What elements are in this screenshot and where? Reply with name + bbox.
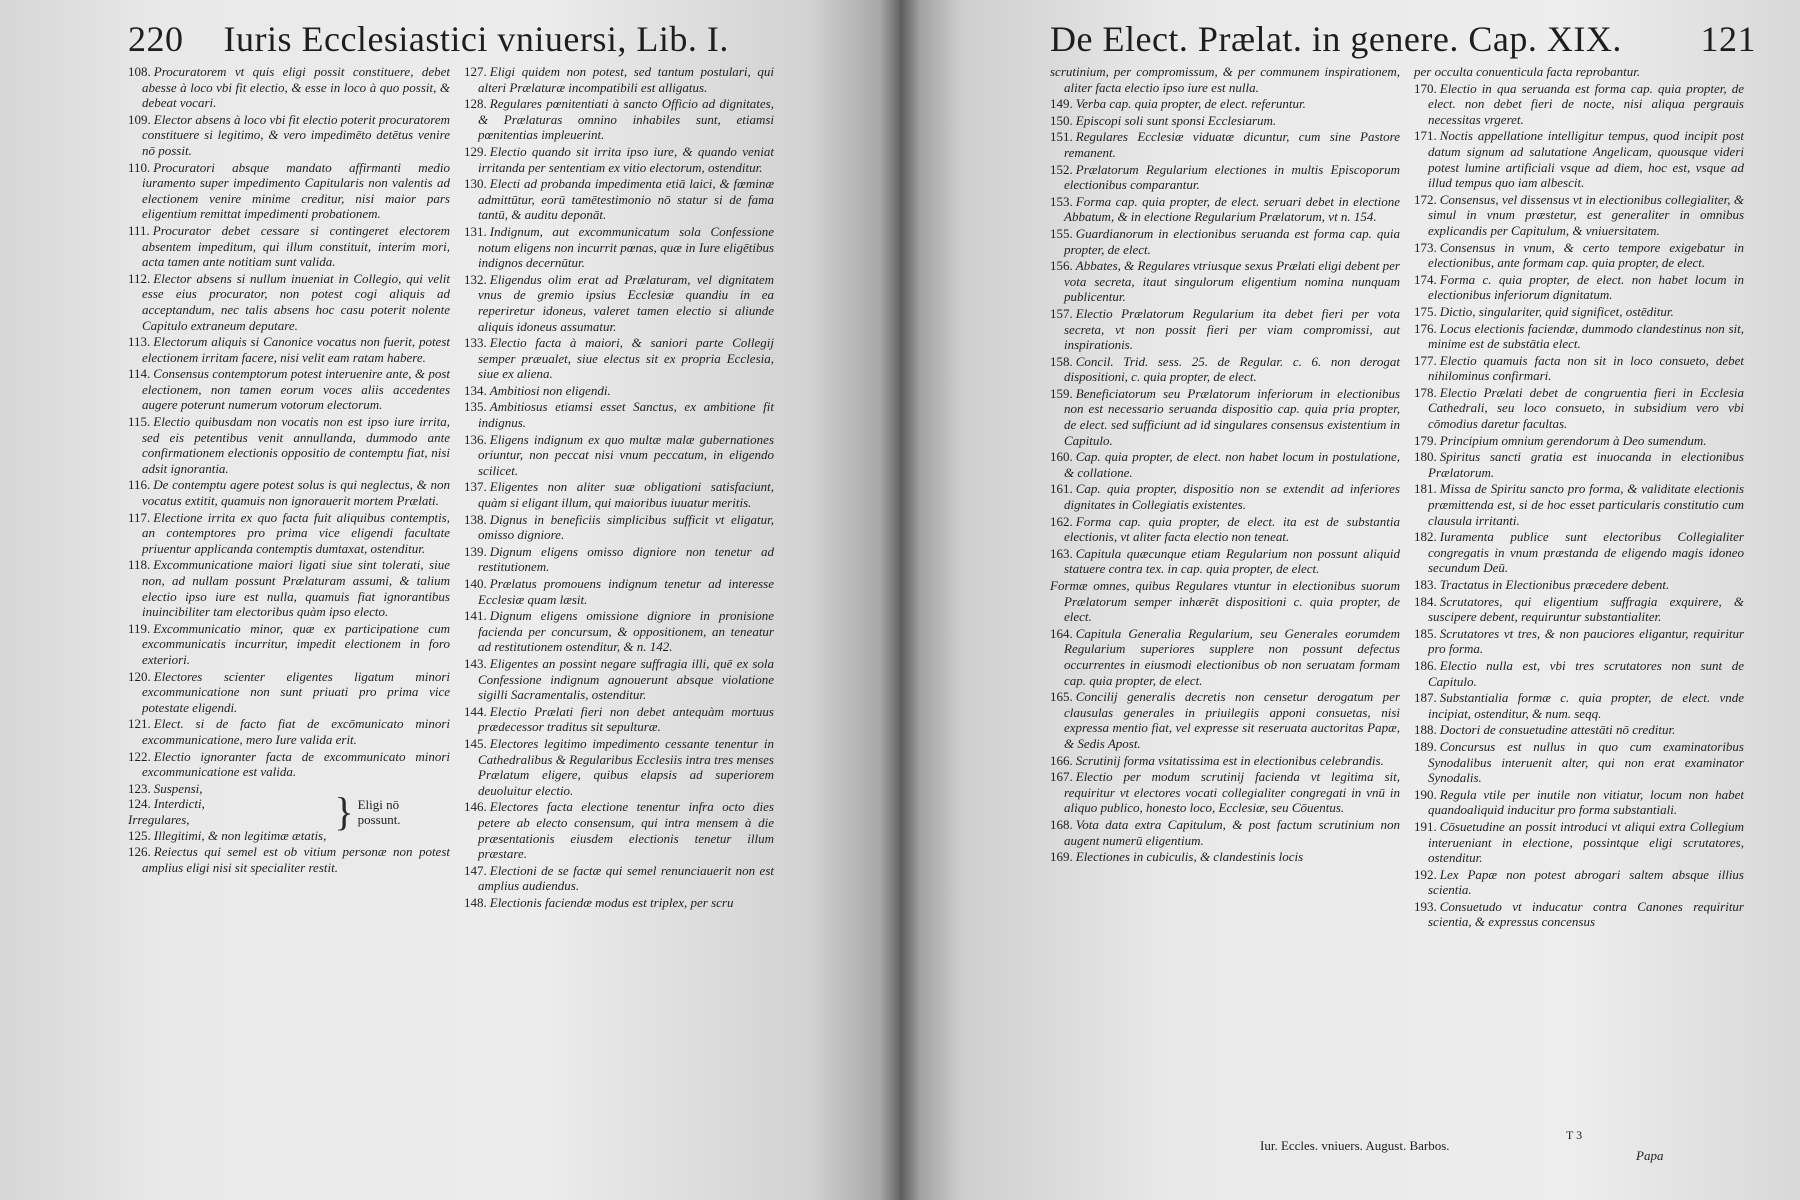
index-entry	[128, 414, 450, 476]
index-entry	[1414, 690, 1744, 721]
index-entry	[464, 96, 774, 143]
left-page-number: 220	[128, 19, 184, 59]
index-entry	[464, 224, 774, 271]
entry-number: 174.	[1414, 271, 1437, 287]
entry-number: 140.	[464, 576, 487, 591]
entry-number: 110.	[128, 159, 151, 175]
index-entry	[1414, 449, 1744, 480]
entry-text: Electorum aliquis si Canonice vocatus non fuerit, potest electionem irritam facere, nisi velit eam ratam habere.	[142, 334, 450, 365]
entry-number: 150.	[1050, 112, 1073, 128]
left-running-head	[128, 18, 768, 68]
entry-text: Indignum, aut excommunicatum sola Confessione notum eligens non incurrit pœnas, quæ in Iure eligētibus indignos decernūtur.	[478, 223, 774, 271]
index-entry	[1050, 769, 1400, 816]
index-entry	[1414, 867, 1744, 898]
entry-number: 111.	[128, 222, 150, 238]
index-entry	[1050, 386, 1400, 448]
entry-number: 184.	[1414, 593, 1437, 609]
index-entry	[128, 477, 450, 508]
entry-text: Vota data extra Capitulum, & post factum scrutinium non augent numerū eligentium.	[1064, 816, 1400, 848]
entry-text: Episcopi soli sunt sponsi Ecclesiarum.	[1075, 112, 1277, 128]
entry-number: 158.	[1050, 353, 1073, 369]
index-entry	[128, 160, 450, 222]
entry-text: Missa de Spiritu sancto pro forma, & validitate electionis præmittenda est, si de hoc esset particularis constitutio cum clausula irritanti.	[1428, 481, 1744, 528]
index-entry	[128, 669, 450, 716]
entry-number: 117.	[128, 509, 151, 525]
index-entry	[1050, 96, 1400, 112]
entry-text: Locus electionis faciendæ, dummodo clandestinus non sit, minime est de substātia elect.	[1428, 320, 1744, 352]
entry-number: 160.	[1050, 449, 1073, 465]
index-entry	[128, 557, 450, 619]
entry-number: 185.	[1414, 625, 1437, 641]
index-entry	[1414, 481, 1744, 528]
entry-text: Consensus, vel dissensus vt in electionibus collegialiter, & simul in vnum præstetur, est generaliter in omnibus explicandis per Capitulum, & vniuersitatem.	[1428, 191, 1744, 238]
index-entry	[128, 716, 450, 747]
index-entry	[1414, 321, 1744, 352]
entry-text: Noctis appellatione intelligitur tempus, quod incipit post datum signum ad salutatione Angelicam, quousque videri potest lumine artificiali vsque ad diem, hoc est, vsque ad illud tempus quo iam albescit.	[1428, 128, 1744, 191]
index-entry	[128, 781, 326, 797]
entry-number: 127.	[464, 64, 487, 79]
entry-number: 190.	[1414, 786, 1437, 802]
entry-number: 175.	[1414, 303, 1437, 319]
entry-number: 192.	[1414, 866, 1437, 882]
index-entry	[1414, 819, 1744, 866]
index-entry	[464, 272, 774, 334]
entry-text: Electio in qua seruanda est forma cap. quia propter, de elect. non debet fieri de nocte, nisi aliqua pergrauis necessitas vrgeret.	[1428, 80, 1744, 127]
entry-number: 118.	[128, 557, 151, 573]
entry-text: Beneficiatorum seu Prælatorum inferiorum in electionibus non est necessario seruanda dispositio cap. quia pria propter, de elect. sed sufficiunt ad id singulares consensus existentium in Capitulo.	[1064, 385, 1400, 448]
entry-number: 181.	[1414, 481, 1437, 497]
index-entry	[464, 576, 774, 607]
entry-number: 144.	[464, 703, 487, 719]
entry-text: Interdicti,	[153, 796, 205, 812]
index-entry	[1414, 272, 1744, 303]
index-entry	[1050, 578, 1400, 625]
entry-text: Electio Prælatorum Regularium ita debet fieri per vota secreta, vt non possit fieri per viam compromissi, aut inspirationis.	[1064, 305, 1400, 353]
entry-number: 147.	[464, 862, 487, 878]
entry-text: Elector absens si nullum inueniat in Collegio, qui velit esse eius procurator, non potest cogi aliquis ad acceptandum, nec talis absens hoc casu poterit nolente Capitulo extraneum deputare.	[142, 270, 450, 333]
entry-text: Consensus contemptorum potest interuenire ante, & post electionem, non tamen eorum voces aliis accedentes augere poterunt numerum votorum electorum.	[142, 366, 450, 413]
right-column-1	[1050, 64, 1414, 931]
entry-number: 130.	[464, 176, 487, 192]
brace-note: Eligi nō possunt.	[357, 796, 401, 827]
right-page-number: 121	[1700, 19, 1756, 59]
entry-number: 148.	[464, 894, 487, 910]
entry-text: Illegitimi, & non legitimæ ætatis,	[153, 827, 327, 843]
entry-text: Cap. quia propter, de elect. non habet locum in postulatione, & collatione.	[1064, 449, 1400, 480]
entry-number: 159.	[1050, 385, 1073, 401]
entry-number: 186.	[1414, 657, 1437, 673]
entry-number: 129.	[464, 143, 487, 159]
entry-number: 162.	[1050, 513, 1073, 529]
index-entry	[1050, 481, 1400, 512]
entry-text: Electionis faciendæ modus est triplex, per scru	[489, 894, 734, 910]
index-entry	[1050, 449, 1400, 480]
entry-text: Formæ omnes, quibus Regulares vtuntur in electionibus suorum Prælatorum semper inhærēt dispositioni c. quia propter, de elect.	[1050, 578, 1400, 625]
index-entry	[1414, 899, 1744, 930]
entry-text: Prælatorum Regularium electiones in multis Episcoporum electionibus comparantur.	[1064, 161, 1400, 193]
entry-number: 120.	[128, 668, 151, 684]
entry-number: 170.	[1414, 80, 1437, 96]
entry-text: Eligi quidem non potest, sed tantum postulari, qui alteri Prælaturæ incompatibili est alligatus.	[478, 64, 774, 95]
entry-text: Electores legitimo impedimento cessante tenentur in Cathedralibus & Regularibus Ecclesiis intra tres menses Prælatum eligere, quibus elapsis ad superiorem deuoluitur electio.	[478, 735, 774, 798]
entry-text: Ambitiosus etiamsi esset Sanctus, ex ambitione fit indignus.	[478, 399, 774, 431]
entry-text: Capitula quæcunque etiam Regularium non possunt aliquid statuere contra tex. in cap. quia propter, de elect.	[1064, 545, 1400, 577]
entry-number: 164.	[1050, 625, 1073, 641]
entry-text: Tractatus in Electionibus præcedere debent.	[1439, 577, 1670, 592]
entry-text: Consensus in vnum, & certo tempore exigebatur in electionibus, ante formam cap. quia propter, de elect.	[1428, 239, 1744, 271]
index-entry	[1050, 162, 1400, 193]
entry-number: 138.	[464, 511, 487, 527]
entry-text: Electio quamuis facta non sit in loco consueto, debet nihilominus confirmari.	[1428, 352, 1744, 384]
entry-number: 155.	[1050, 225, 1073, 241]
entry-number: 173.	[1414, 239, 1437, 255]
entry-number: 114.	[128, 366, 151, 382]
entry-text: Concilij generalis decretis non censetur derogatum per clausulas generales in priuilegiis apponi consuetas, nisi expressa mentio fiat, vel expresse sit reseruata auctoritas Papæ, & Sedis Apost.	[1064, 689, 1400, 751]
index-entry	[1414, 433, 1744, 449]
entry-text: Suspensi,	[153, 780, 203, 796]
entry-text: Elector absens à loco vbi fit electio poterit procuratorem constituere si legitimo, & vero impedimēto detētus venire nō possit.	[142, 111, 450, 158]
entry-text: Scrutatores vt tres, & non pauciores eligantur, requiritur pro forma.	[1428, 625, 1744, 657]
entry-text: Electores facta electione tenentur infra octo dies petere ab electo consensum, qui intra mensem à die præsentationis eiusdem electionis tenetur illum præstare.	[478, 799, 774, 862]
index-entry	[1414, 64, 1744, 80]
index-entry	[464, 895, 774, 911]
entry-text: Procuratorem vt quis eligi possit constituere, debet abesse à loco vbi fit electio, & esse in loco à quo possit, & debeat vocari.	[142, 64, 450, 111]
entry-text: Capitula Generalia Regularium, seu Generales eorumdem Regularium superiores supplere non possunt defectus occurrentes in eiusmodi electionibus ob non seruatam formam cap. quia propter, de elect.	[1064, 625, 1400, 688]
entry-text: Electio nulla est, vbi tres scrutatores non sunt de Capitulo.	[1428, 657, 1744, 689]
entry-text: Ambitiosi non eligendi.	[489, 382, 611, 398]
entry-text: Cōsuetudine an possit introduci vt aliqui extra Collegium interueniant in electione, possintque eligi scrutatores, ostenditur.	[1428, 818, 1744, 866]
entry-number: 145.	[464, 735, 487, 751]
entry-text: Eligentes non aliter suæ obligationi satisfaciunt, quàm si eligant illum, qui maioribus iuuatur meritis.	[478, 479, 774, 511]
index-entry	[1050, 306, 1400, 353]
index-entry	[128, 112, 450, 159]
entry-text: Spiritus sancti gratia est inuocanda in electionibus Prælatorum.	[1428, 449, 1744, 480]
entry-text: Dignum eligens omisso digniore non tenetur ad restitutionem.	[478, 543, 774, 575]
index-entry	[464, 512, 774, 543]
entry-text: Excommunicatio minor, quæ ex participatione cum excommunicatis incurritur, impedit electionem in foro exteriori.	[142, 620, 450, 667]
index-entry	[1050, 849, 1400, 865]
left-column-2	[464, 64, 788, 911]
index-entry	[1414, 739, 1744, 786]
entry-number: 128.	[464, 96, 487, 112]
entry-text: Forma cap. quia propter, de elect. seruari debet in electione Abbatum, & in electione Regularium Prælatorum, vt n. 154.	[1064, 193, 1400, 225]
entry-number: 137.	[464, 479, 487, 495]
entry-text: Electores scienter eligentes ligatum minori excommunicatione non sunt priuati pro prima vice potestate eligendi.	[142, 668, 450, 715]
index-entry	[128, 828, 326, 844]
entry-number: 112.	[128, 270, 151, 286]
entry-number: 153.	[1050, 193, 1073, 209]
entry-number: 157.	[1050, 305, 1073, 321]
entry-text: Abbates, & Regulares vtriusque sexus Prælati eligi debent per vota secreta, itaut singulorum eligentium nomina nunquam publicentur.	[1064, 258, 1400, 305]
index-entry	[464, 144, 774, 175]
index-entry	[128, 64, 450, 111]
entry-text: Electio per modum scrutinij facienda vt legitima sit, requiritur vt electores vocati collegialiter congregati in vnū in aliquo publico, honesto loco, Ecclesiæ, seu Cōuentus.	[1064, 769, 1400, 816]
brace-list	[128, 781, 326, 843]
index-entry	[128, 844, 450, 875]
entry-number: 109.	[128, 111, 151, 127]
index-entry	[464, 432, 774, 479]
entry-text: Reiectus qui semel est ob vitium personæ non potest amplius eligi nisi sit specialiter restit.	[142, 844, 450, 875]
entry-number: 115.	[128, 414, 151, 430]
index-entry	[1414, 722, 1744, 738]
index-entry	[1414, 304, 1744, 320]
index-entry	[128, 621, 450, 668]
entry-text: Electio Prælati debet de congruentia fieri in Ecclesia Cathedrali, seu loco consueto, in subsidium vero vbi cōmodius daretur facultas.	[1428, 384, 1744, 432]
entry-number: 151.	[1050, 129, 1073, 145]
entry-text: Regulares Ecclesiæ viduatæ dicuntur, cum sine Pastore remanent.	[1064, 129, 1400, 160]
index-entry	[1414, 658, 1744, 689]
index-entry	[464, 656, 774, 703]
entry-text: Electio Prælati fieri non debet antequàm mortuus prædecessor traditus sit sepulturæ.	[478, 703, 774, 735]
index-entry	[1414, 529, 1744, 576]
entry-number: 163.	[1050, 545, 1073, 561]
entry-text: Forma cap. quia propter, de elect. ita est de substantia electionis, vt aliter facta electio non teneat.	[1064, 513, 1400, 545]
entry-number: 156.	[1050, 258, 1073, 274]
entry-number: 143.	[464, 655, 487, 671]
entry-number: 116.	[128, 477, 151, 493]
entry-number: 131.	[464, 223, 487, 239]
entry-text: Electi ad probanda impedimenta etiā laici, & fœminæ admittūtur, eorū tamētestimonio nō statur si de fama tantū, & auditu deponāt.	[478, 176, 774, 223]
entry-text: Concil. Trid. sess. 25. de Regular. c. 6. non derogat dispositioni, c. quia propter, de elect.	[1064, 353, 1400, 385]
entry-text: De contemptu agere potest solus is qui neglectus, & non vocatus extitit, quamuis non ignorauerit mortem Prælati.	[142, 477, 450, 509]
entry-text: Regula vtile per inutile non vitiatur, locum non habet quandoaliquid inducitur pro forma substantiali.	[1428, 786, 1744, 818]
entry-number: 141.	[464, 608, 487, 624]
index-entry	[1050, 546, 1400, 577]
index-entry	[1050, 64, 1400, 95]
entry-text: Scrutatores, qui eligentium suffragia exquirere, & suscipere debent, requiruntur substantialiter.	[1428, 593, 1744, 625]
index-entry	[1050, 354, 1400, 385]
entry-text: Consuetudo vt inducatur contra Canones requiritur scientia, & expressus concensus	[1428, 898, 1744, 930]
entry-text: Guardianorum in electionibus seruanda est forma cap. quia propter, de elect.	[1064, 225, 1400, 257]
right-columns	[1050, 64, 1758, 931]
index-entry	[1050, 514, 1400, 545]
entry-text: Cap. quia propter, dispositio non se extendit ad inferiores dignitates in Collegiatis existentes.	[1064, 481, 1400, 513]
entry-text: Electioni de se factæ qui semel renunciauerit non est amplius audiendus.	[478, 862, 774, 894]
entry-number: 177.	[1414, 352, 1437, 368]
entry-number: 166.	[1050, 752, 1073, 768]
entry-number: 152.	[1050, 161, 1073, 177]
index-entry	[1050, 226, 1400, 257]
index-entry	[464, 863, 774, 894]
right-running-head	[1050, 18, 1756, 68]
entry-text: Eligendus olim erat ad Prælaturam, vel dignitatem vnus de gremio ipsius Ecclesiæ quandiu in ea reperiretur idoneus, valeret tamen electio si aliunde aliquis idoneus assumatur.	[478, 271, 774, 334]
left-column-1	[128, 64, 464, 911]
index-entry	[128, 812, 326, 828]
entry-number: 168.	[1050, 816, 1073, 832]
entry-number: 171.	[1414, 128, 1437, 144]
entry-number: 187.	[1414, 690, 1437, 706]
entry-number: 178.	[1414, 384, 1437, 400]
entry-number: 135.	[464, 399, 487, 415]
entry-number: 183.	[1414, 577, 1437, 592]
entry-text: Electione irrita ex quo facta fuit aliquibus contemptis, an contemptores pro prima vice eligendi facultate priuentur applicanda contemptis dumtaxat, ostenditur.	[142, 509, 450, 556]
entry-number: 136.	[464, 431, 487, 447]
index-entry	[464, 64, 774, 95]
entry-text: Electio ignoranter facta de excommunicato minori excommunicatione est valida.	[142, 748, 450, 780]
entry-text: Electiones in cubiculis, & clandestinis locis	[1075, 849, 1304, 865]
entry-text: Concursus est nullus in quo cum examinatoribus Synodalibus interuenit alter, qui non erat examinator Synodalis.	[1428, 738, 1744, 786]
entry-text: Substantialia formæ c. quia propter, de elect. vnde incipiat, ostenditur, & num. seqq.	[1428, 690, 1744, 721]
index-entry	[1050, 753, 1400, 769]
entry-text: Scrutinij forma vsitatissima est in electionibus celebrandis.	[1075, 752, 1384, 768]
index-entry	[128, 223, 450, 270]
entry-text: Regulares pœnitentiati à sancto Officio ad dignitates, & Prælaturas omnino inhabiles sunt, etiamsi pœnitentias impleuerint.	[478, 96, 774, 143]
entry-number: 113.	[128, 334, 151, 350]
index-entry	[464, 399, 774, 430]
entry-number: 126.	[128, 844, 151, 860]
entry-number: 165.	[1050, 689, 1073, 705]
entry-number: 180.	[1414, 449, 1437, 465]
entry-number: 121.	[128, 716, 151, 732]
entry-text: per occulta conuenticula facta reprobantur.	[1414, 64, 1641, 79]
index-entry	[1414, 385, 1744, 432]
entry-text: Dictio, singulariter, quid significet, ostēditur.	[1439, 303, 1674, 319]
entry-text: Eligens indignum ex quo multæ malæ gubernationes oriuntur, non peccat nisi vnum peccatum, in eligendo scilicet.	[478, 431, 774, 478]
index-entry	[128, 271, 450, 333]
brace-group	[128, 781, 450, 843]
index-entry	[1414, 192, 1744, 239]
entry-text: Iuramenta publice sunt electoribus Collegialiter congregatis in vnum præstanda de eligendo magis idoneo secundum Deū.	[1428, 529, 1744, 576]
entry-number: 133.	[464, 335, 487, 351]
entry-number: 189.	[1414, 738, 1437, 754]
entry-text: Principium omnium gerendorum à Deo sumendum.	[1439, 432, 1707, 448]
entry-number: 193.	[1414, 898, 1437, 914]
entry-text: scrutinium, per compromissum, & per communem inspirationem, aliter facta electio ipso iure est nulla.	[1050, 64, 1400, 95]
signature-mark: T 3	[1566, 1128, 1583, 1142]
index-entry	[1050, 626, 1400, 688]
index-entry	[1050, 129, 1400, 160]
index-entry	[128, 510, 450, 557]
index-entry	[1414, 626, 1744, 657]
entry-number: 125.	[128, 827, 151, 843]
entry-number: 188.	[1414, 722, 1437, 738]
curly-brace-icon: }	[334, 788, 354, 834]
index-entry	[1414, 353, 1744, 384]
entry-number: 179.	[1414, 432, 1437, 448]
catchword: Papa	[1636, 1148, 1664, 1163]
entry-text: Verba cap. quia propter, de elect. referuntur.	[1075, 96, 1306, 112]
entry-number: 132.	[464, 271, 487, 287]
index-entry	[464, 736, 774, 798]
entry-number: 182.	[1414, 529, 1437, 545]
entry-text: Electio quando sit irrita ipso iure, & quando veniat irritanda per sententiam ex vitio electorum, ostenditur.	[478, 143, 774, 175]
entry-number: 172.	[1414, 191, 1437, 207]
index-entry	[1414, 81, 1744, 128]
entry-text: Excommunicatione maiori ligati siue sint tolerati, siue non, ad nullam possunt Prælaturam assumi, & talium electio ipso iure est nulla, quamuis fiat ignorantibus inuincibiliter tam electoribus quàm ipso electo.	[142, 557, 450, 620]
right-column-2	[1414, 64, 1758, 931]
index-entry	[1050, 258, 1400, 305]
entry-text: Forma c. quia propter, de elect. non habet locum in electionibus inferiorum dignitatum.	[1428, 271, 1744, 303]
entry-number: 149.	[1050, 96, 1073, 112]
index-entry	[1414, 594, 1744, 625]
entry-text: Irregulares,	[128, 811, 190, 827]
entry-number: 161.	[1050, 481, 1073, 497]
entry-number: 169.	[1050, 849, 1073, 865]
index-entry	[128, 796, 326, 812]
index-entry	[1414, 240, 1744, 271]
left-running-title: Iuris Ecclesiastici vniuersi, Lib. I.	[223, 19, 729, 59]
entry-number: 134.	[464, 382, 487, 398]
entry-text: Eligentes an possint negare suffragia illi, quē ex sola Confessione indignum agnouerunt absque violatione sigilli Sacramentalis, ostenditur.	[478, 655, 774, 703]
entry-text: Procurator debet cessare si contingeret electorem absentem impeditum, qui illum constituit, interim mori, acta tamen ante notitiam sunt valida.	[142, 222, 450, 270]
index-entry	[1050, 817, 1400, 848]
entry-text: Elect. si de facto fiat de excōmunicato minori excommunicatione, mero Iure valida erit.	[142, 716, 450, 747]
entry-text: Dignus in beneficiis simplicibus sufficit vt eligatur, omisso digniore.	[478, 511, 774, 543]
index-entry	[1414, 577, 1744, 593]
entry-text: Electio quibusdam non vocatis non est ipso iure irrita, sed eis petentibus venit annullanda, dummodo ante confirmationem electionis oppositio de contemptu fiat, nisi adsit ignorantia.	[142, 414, 450, 476]
entry-number: 176.	[1414, 320, 1437, 336]
index-entry	[1414, 128, 1744, 190]
index-entry	[1414, 787, 1744, 818]
entry-text: Lex Papæ non potest abrogari saltem absque illius scientia.	[1428, 866, 1744, 898]
index-entry	[464, 335, 774, 382]
entry-number: 119.	[128, 620, 151, 636]
entry-number: 139.	[464, 543, 487, 559]
index-entry	[464, 544, 774, 575]
index-entry	[1050, 194, 1400, 225]
signature-line: Iur. Eccles. vniuers. August. Barbos.	[1260, 1138, 1450, 1153]
right-page	[900, 0, 1800, 1200]
entry-number: 123.	[128, 780, 151, 796]
index-entry	[464, 176, 774, 223]
entry-number: 167.	[1050, 769, 1073, 785]
entry-text: Prælatus promouens indignum tenetur ad interesse Ecclesiæ quam læsit.	[478, 576, 774, 607]
index-entry	[1050, 689, 1400, 751]
index-entry	[464, 479, 774, 510]
right-running-title: De Elect. Prælat. in genere. Cap. XIX.	[1050, 19, 1622, 59]
index-entry	[464, 704, 774, 735]
entry-number: 124.	[128, 796, 151, 812]
entry-number: 191.	[1414, 818, 1437, 834]
index-entry	[464, 799, 774, 861]
index-entry	[128, 749, 450, 780]
index-entry	[1050, 113, 1400, 129]
entry-text: Electio facta à maiori, & saniori parte Collegij semper præualet, siue electus sit ex propria Ecclesia, siue ex aliena.	[478, 335, 774, 382]
entry-text: Procuratori absque mandato affirmanti medio iuramento super impedimento Capitularis non valentis ad electionem venire minime creditur, nisi maior pars eligentium remittat impedimenti probationem.	[142, 159, 450, 222]
left-columns	[128, 64, 788, 911]
index-entry	[128, 366, 450, 413]
entry-number: 108.	[128, 64, 151, 79]
index-entry	[464, 383, 774, 399]
index-entry	[464, 608, 774, 655]
entry-text: Dignum eligens omissione digniore in pronisione facienda per concursum, & oppositionem, an teneatur ad restitutionem ostenditur, & n. 142.	[478, 608, 774, 655]
entry-number: 122.	[128, 748, 151, 764]
index-entry	[128, 334, 450, 365]
entry-text: Doctori de consuetudine attestāti nō creditur.	[1439, 722, 1676, 738]
entry-number: 146.	[464, 799, 487, 815]
